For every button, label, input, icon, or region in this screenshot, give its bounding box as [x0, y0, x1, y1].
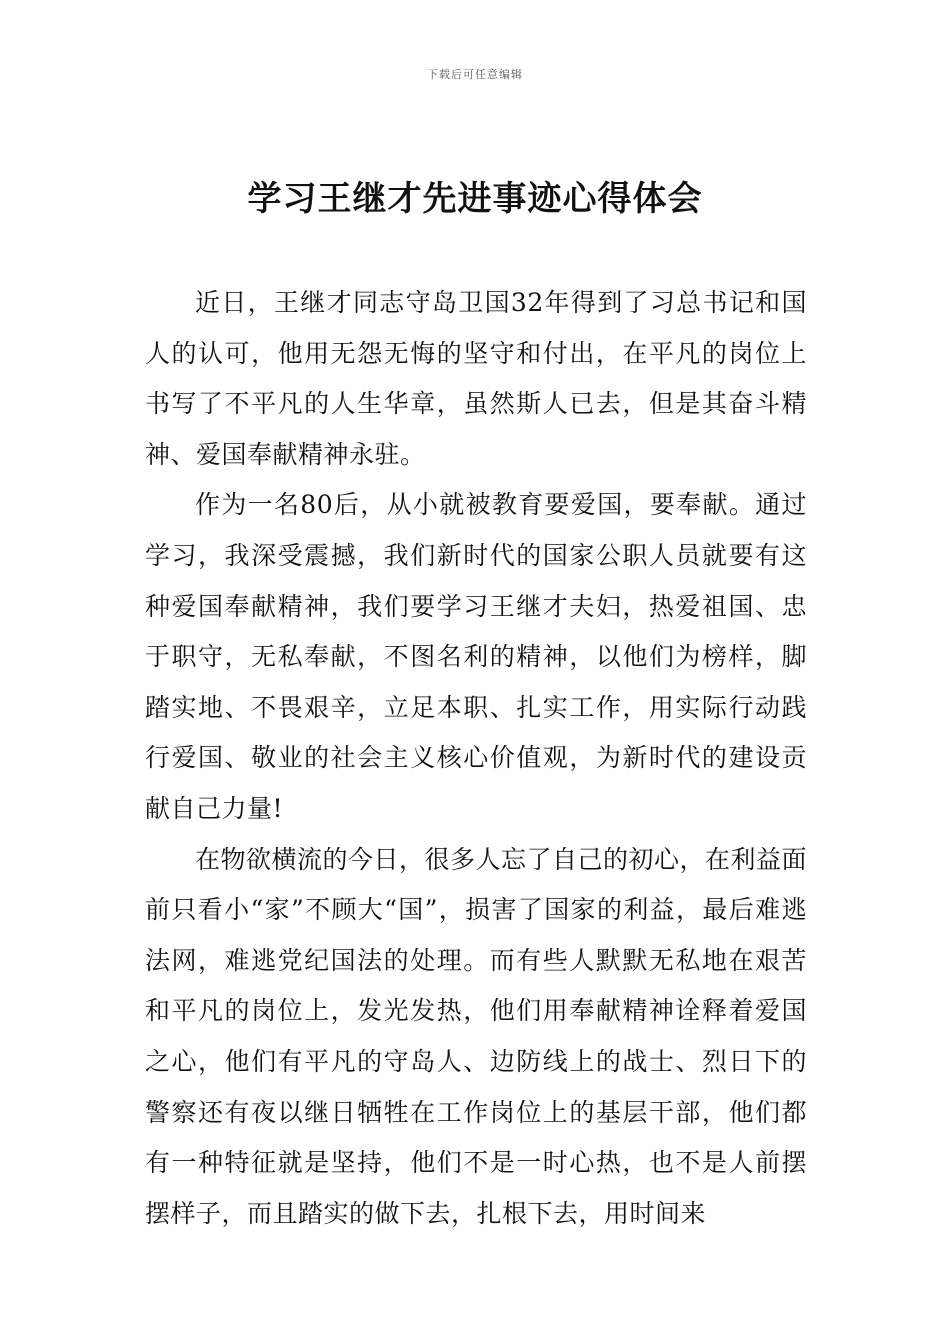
- header-note: 下载后可任意编辑: [427, 68, 523, 81]
- paragraph-2: 作为一名80后，从小就被教育要爱国，要奉献。通过学习，我深受震撼，我们新时代的国家公职人员就要有这种爱国奉献精神，我们要学习王继才夫妇，热爱祖国、忠于职守，无私奉献，不图名利的精神，以他们为榜样，脚踏实地、不畏艰辛，立足本职、扎实工作，用实际行动践行爱国、敬业的社会主义核心价值观，为新时代的建设贡献自己力量!: [145, 490, 807, 823]
- document-body: [145, 278, 807, 1239]
- document-title: 学习王继才先进事迹心得体会: [247, 179, 703, 219]
- paragraph-1: 近日，王继才同志守岛卫国32年得到了习总书记和国人的认可，他用无怨无悔的坚守和付出，在平凡的岗位上书写了不平凡的人生华章，虽然斯人已去，但是其奋斗精神、爱国奉献精神永驻。: [145, 288, 807, 469]
- paragraph-3: 在物欲横流的今日，很多人忘了自己的初心，在利益面前只看小“家”不顾大“国”，损害了国家的利益，最后难逃法网，难逃党纪国法的处理。而有些人默默无私地在艰苦和平凡的岗位上，发光发热，他们用奉献精神诠释着爱国之心，他们有平凡的守岛人、边防线上的战士、烈日下的警察还有夜以继日牺牲在工作岗位上的基层干部，他们都有一种特征就是坚持，他们不是一时心热，也不是人前摆摆样子，而且踏实的做下去，扎根下去，用时间来: [145, 844, 808, 1228]
